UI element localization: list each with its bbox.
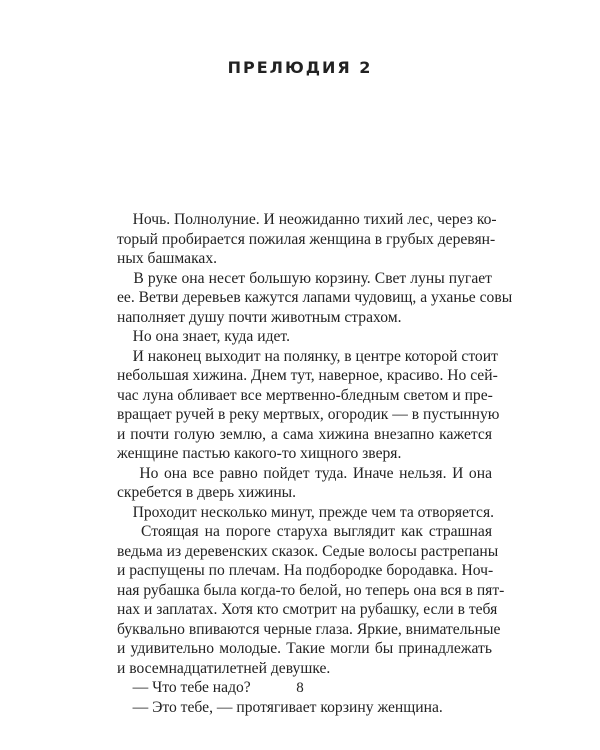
text-line: Проходит несколько минут, прежде чем та отворяется. — [117, 503, 495, 521]
text-line: скребется в дверь хижины. — [117, 484, 297, 501]
text-line: — Что тебе надо? — [117, 679, 251, 696]
text-line: и почти голую землю, а сама хижина внезапно кажется — [117, 425, 492, 443]
text-line: Ночь. Полнолуние. И неожиданно тихий лес, через ко- — [117, 211, 497, 228]
text-line: ее. Ветви деревьев кажутся лапами чудовищ, а уханье совы — [117, 289, 513, 306]
text-line: и удивительно молодые. Такие могли бы принадлежать — [117, 640, 492, 657]
text-line: Но она знает, куда идет. — [117, 328, 290, 345]
text-line: торый пробирается пожилая женщина в грубых деревян- — [117, 230, 496, 248]
text-line: — Это тебе, — протягивает корзину женщина. — [117, 698, 443, 716]
text-line: Стоящая на пороге старуха выглядит как страшная — [117, 523, 492, 540]
text-line: нах и заплатах. Хотя кто смотрит на рубашку, если в тебя — [117, 601, 498, 618]
text-line: вращает ручей в реку мертвых, огородик — в пустынную — [117, 406, 500, 423]
text-line: И наконец выходит на полянку, в центре которой стоит — [117, 347, 498, 365]
text-line: наполняет душу почти животным страхом. — [117, 308, 402, 326]
chapter-title: ПРЕЛЮДИЯ 2 — [227, 58, 373, 77]
page-number: 8 — [296, 680, 304, 696]
body-text — [117, 210, 513, 717]
text-line: Но она все равно пойдет туда. Иначе нельзя. И она — [117, 464, 492, 482]
text-line: ных башмаках. — [117, 250, 218, 267]
text-line: ная рубашка была когда-то белой, но теперь она вся в пят- — [117, 581, 505, 599]
text-line: час луна обливает все мертвенно-бледным светом и пре- — [117, 386, 493, 404]
text-line: женщине пастью какого-то хищного зверя. — [117, 445, 402, 462]
text-line: ведьма из деревенских сказок. Седые волосы растрепаны — [117, 542, 499, 560]
text-line: небольшая хижина. Днем тут, наверное, красиво. Но сей- — [117, 367, 498, 384]
text-line: и распущены по плечам. На подбородке бородавка. Ноч- — [117, 562, 494, 579]
text-line: буквально впиваются черные глаза. Яркие, внимательные — [117, 620, 501, 638]
text-line: В руке она несет большую корзину. Свет луны пугает — [117, 269, 492, 287]
text-line: и восемнадцатилетней девушке. — [117, 659, 331, 677]
